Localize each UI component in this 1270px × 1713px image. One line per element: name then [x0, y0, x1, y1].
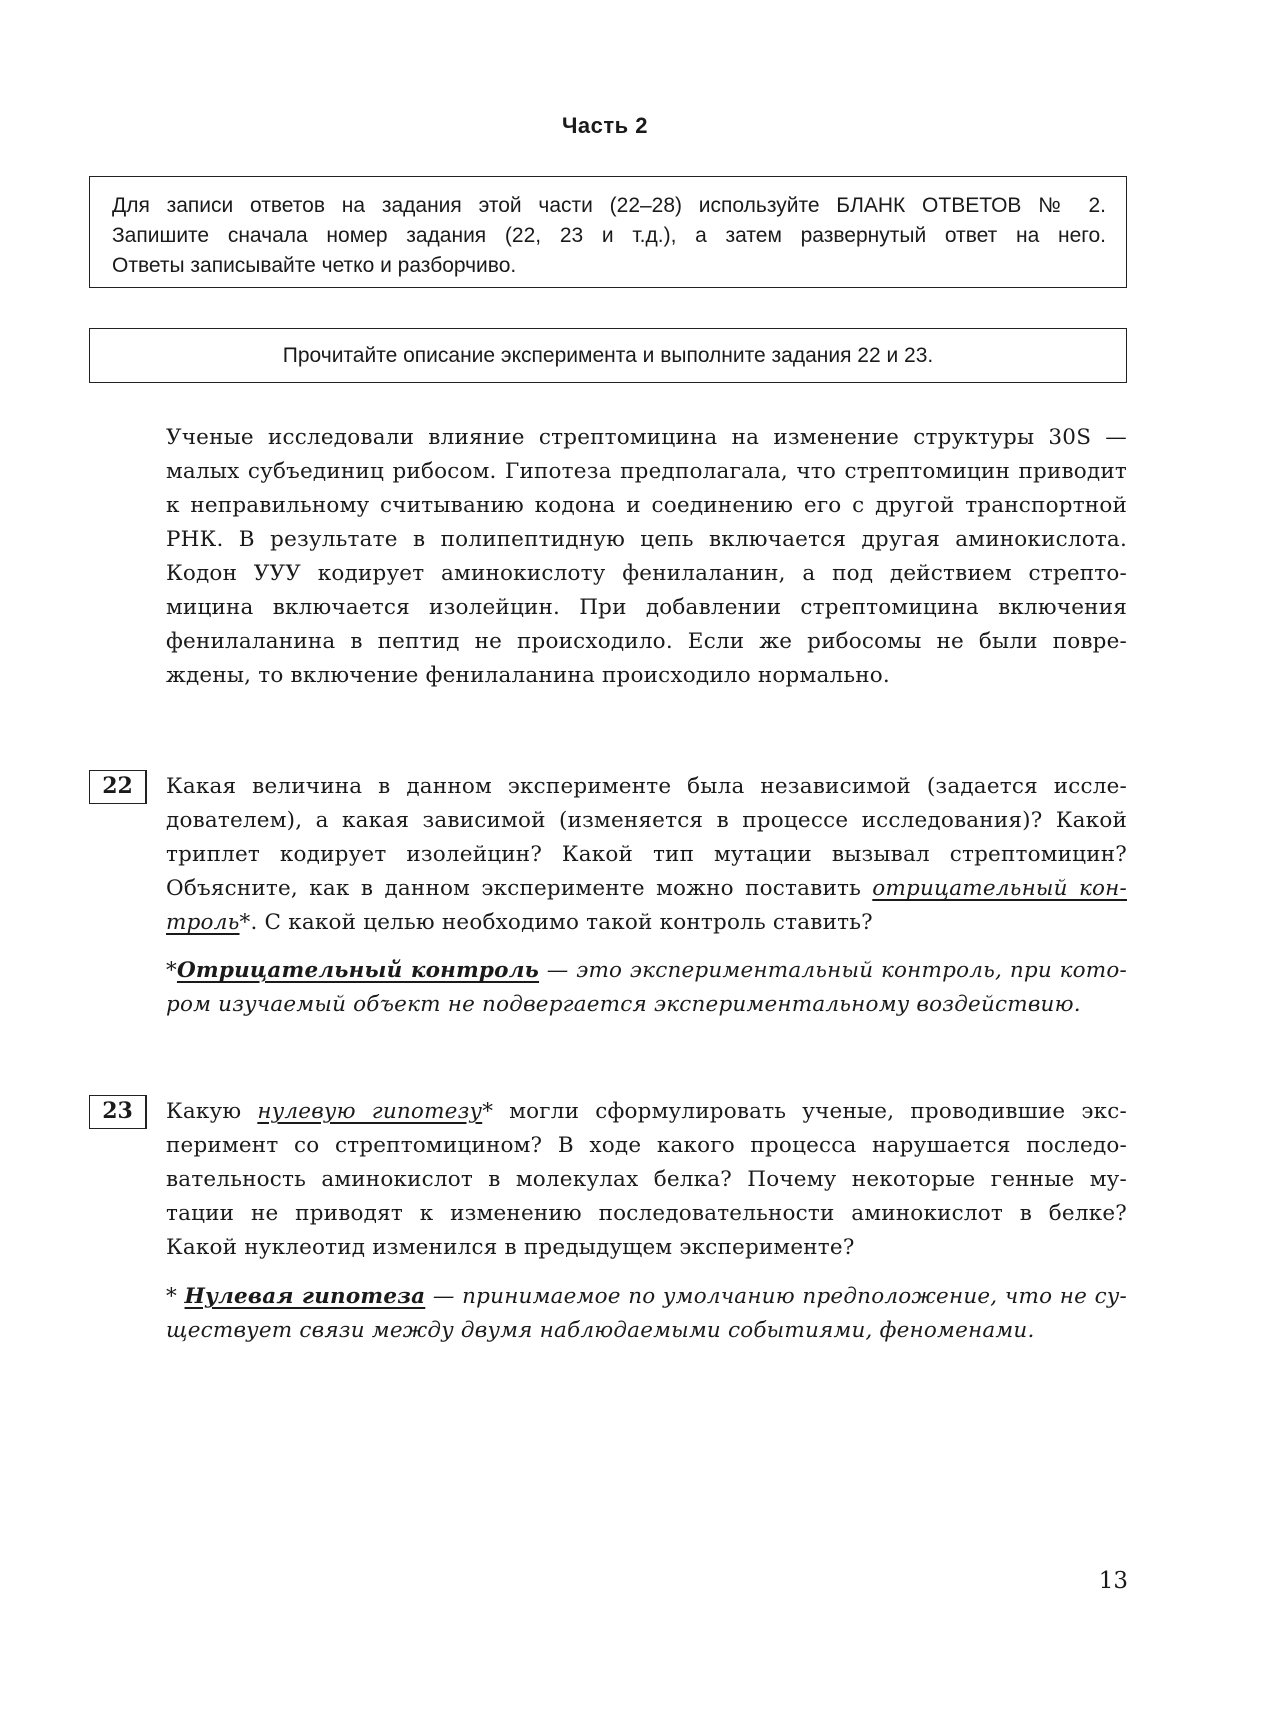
term-negative-control: отрицательный кон- [872, 876, 1127, 901]
text-fragment: Какую [166, 1099, 258, 1124]
footnote-term: Отрицательный контроль [176, 958, 540, 983]
instructions-line: Запишите сначала номер задания (22, 23 и т.д.), а затем развернутый ответ на него. [112, 224, 1106, 247]
instructions-line: Для записи ответов на задания этой части (22–28) используйте БЛАНК ОТВЕТОВ № 2. [112, 194, 1106, 217]
task-number-23: 23 [89, 1095, 147, 1129]
text-line [166, 872, 1127, 906]
text-line: дователем), а какая зависимой (изменяется в процессе исследования)? Какой [166, 808, 1127, 833]
term-negative-control-end: троль [166, 910, 240, 935]
read-prompt: Прочитайте описание эксперимента и выполните задания 22 и 23. [282, 344, 934, 367]
instructions-line: Ответы записывайте четко и разборчиво. [112, 254, 517, 277]
text-line: перимент со стрептомицином? В ходе какого процесса нарушается последо- [166, 1133, 1127, 1158]
instructions-box [89, 176, 1127, 288]
footnote-term: Нулевая гипотеза [184, 1284, 426, 1309]
text-line: фенилаланина в пептид не происходило. Если же рибосомы не были повре- [166, 629, 1127, 654]
term-null-hypothesis: нулевую гипотезу [257, 1099, 483, 1124]
footnote-star: * [166, 1284, 185, 1309]
text-line: мицина включается изолейцин. При добавлении стрептомицина включения [166, 595, 1127, 620]
text-line: Какая величина в данном эксперименте была независимой (задается иссле- [166, 774, 1127, 799]
read-prompt-box [89, 328, 1127, 383]
text-line [166, 1280, 1127, 1314]
text-line: ждены, то включение фенилаланина происходило нормально. [166, 663, 890, 688]
task-22-footnote [166, 954, 1127, 1022]
text-line: Кодон УУУ кодирует аминокислоту фенилаланин, а под действием стрепто- [166, 561, 1127, 586]
text-line: ществует связи между двумя наблюдаемыми событиями, феноменами. [166, 1318, 1035, 1343]
text-line: малых субъединиц рибосом. Гипотеза предполагала, что стрептомицин приводит [166, 459, 1127, 484]
footnote-text: — принимаемое по умолчанию предположение, что не су- [425, 1284, 1128, 1309]
text-fragment: * могли сформулировать ученые, проводившие экс- [482, 1099, 1127, 1124]
text-fragment: Объясните, как в данном эксперименте можно поставить [166, 876, 873, 901]
text-line: Какой нуклеотид изменился в предыдущем эксперименте? [166, 1235, 855, 1260]
text-line: ром изучаемый объект не подвергается экспериментальному воздействию. [166, 992, 1081, 1017]
text-line [166, 906, 1127, 940]
task-number-22: 22 [89, 770, 147, 804]
part-title: Часть 2 [561, 113, 649, 138]
text-line [166, 1095, 1127, 1129]
footnote-star: * [166, 958, 177, 983]
experiment-description [166, 421, 1127, 693]
text-line: к неправильному считыванию кодона и соединению его с другой транспортной [166, 493, 1127, 518]
text-line: триплет кодирует изолейцин? Какой тип мутации вызывал стрептомицин? [166, 842, 1127, 867]
task-22-question [166, 770, 1127, 940]
text-line: Ученые исследовали влияние стрептомицина на изменение структуры 30S — [166, 425, 1127, 450]
text-line: тации не приводят к изменению последовательности аминокислот в белке? [166, 1201, 1127, 1226]
text-line: вательность аминокислот в молекулах белка? Почему некоторые генные му- [166, 1167, 1127, 1192]
page-number: 13 [1098, 1568, 1128, 1594]
text-line [166, 954, 1127, 988]
task-23-question [166, 1095, 1127, 1265]
task-23-footnote [166, 1280, 1127, 1348]
text-fragment: *. С какой целью необходимо такой контроль ставить? [239, 910, 873, 935]
footnote-text: — это экспериментальный контроль, при кото- [539, 958, 1127, 983]
text-line: РНК. В результате в полипептидную цепь включается другая аминокислота. [166, 527, 1127, 552]
